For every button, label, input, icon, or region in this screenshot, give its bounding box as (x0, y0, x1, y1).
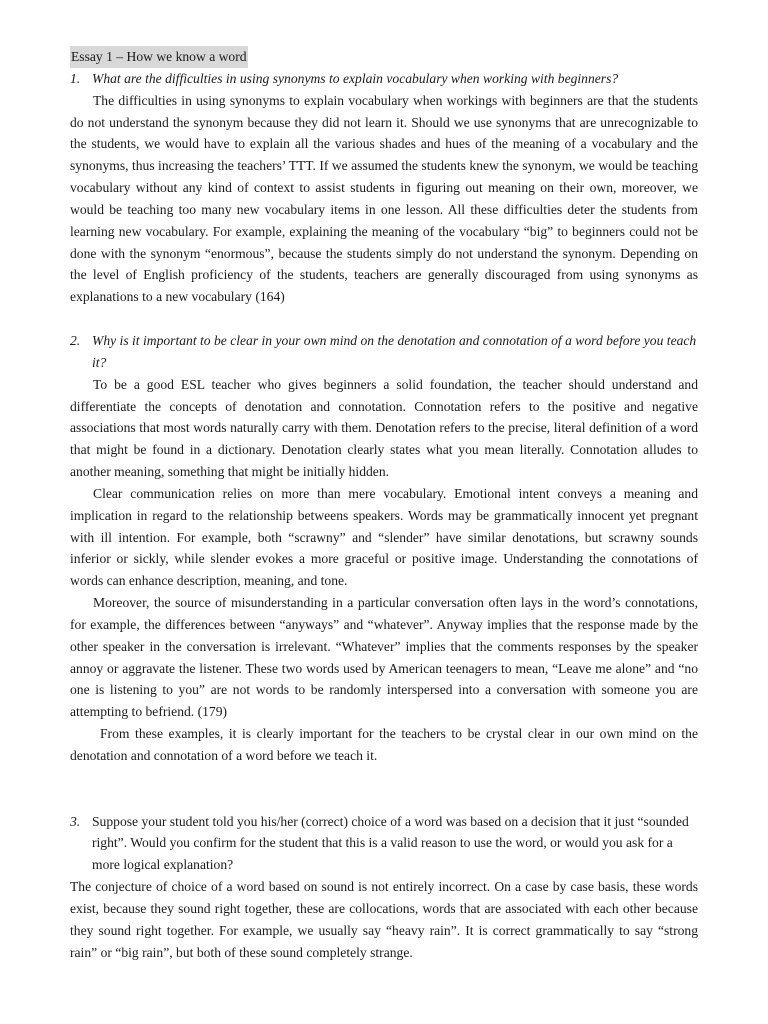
question-2-text: Why is it important to be clear in your own mind on the denotation and connotation of a word before you teach it? (92, 332, 697, 370)
essay-title-line (70, 46, 698, 68)
question-2 (70, 330, 698, 374)
question-1-number: 1. (70, 70, 81, 86)
answer-2-paragraph-1: To be a good ESL teacher who gives beginners a solid foundation, the teacher should understand and differentiate the concepts of denotation and connotation. Connotation refers to the positive and negative associations that most words naturally carry with them. Denotation refers to the precise, literal definition of a word that might be found in a dictionary. Denotation clearly states what you mean literally. Connotation alludes to another meaning, something that might be initially hidden. (70, 376, 698, 480)
spacer (70, 767, 698, 811)
question-2-number: 2. (70, 332, 81, 348)
answer-3-paragraph-1: The conjecture of choice of a word based on sound is not entirely incorrect. On a case by case basis, these words exist, because they sound right together, these are collocations, words that are associated with each other because they sound right together. For example, we usually say “heavy rain”. It is correct grammatically to say “strong rain” or “big rain”, but both of these sound completely strange. (70, 879, 698, 960)
answer-2-paragraph-4: From these examples, it is clearly important for the teachers to be crystal clear in our own mind on the denotation and connotation of a word before we teach it. (70, 726, 698, 763)
question-3-number: 3. (70, 813, 81, 829)
question-1 (70, 68, 698, 90)
document-page (70, 46, 698, 963)
answer-2-paragraph-3: Moreover, the source of misunderstanding in a particular conversation often lays in the word’s connotations, for example, the differences between “anyways” and “whatever”. Anyway implies that the response made by the other speaker in the conversation is irrelevant. “Whatever” implies that the comments responses by the speaker annoy or aggravate the listener. These two words used by American teenagers to mean, “Leave me alone” and “no one is listening to you” are not words to be randomly interspersed into a conversation with someone you are attempting to befriend. (179) (70, 595, 698, 720)
answer-1-paragraph-1: The difficulties in using synonyms to explain vocabulary when workings with beginners are that the students do not understand the synonym because they did not learn it. Should we use synonyms that are unrecognizable to the students, we would have to explain all the various shades and hues of the meaning of a vocabulary and the synonyms, thus increasing the teachers’ TTT. If we assumed the students knew the synonym, we would be teaching vocabulary without any kind of context to assist students in figuring out meaning on their own, moreover, we would be teaching too many new vocabulary items in one lesson. All these difficulties deter the students from learning new vocabulary. For example, explaining the meaning of the vocabulary “big” to beginners could not be done with the synonym “enormous”, because the students simply do not understand the synonym. Depending on the level of English proficiency of the students, teachers are generally discouraged from using synonyms as explanations to a new vocabulary (164) (70, 92, 698, 305)
essay-title: Essay 1 – How we know a word (70, 46, 248, 68)
answer-2-paragraph-2: Clear communication relies on more than mere vocabulary. Emotional intent conveys a meaning and implication in regard to the relationship betweens speakers. Words may be grammatically innocent yet pregnant with ill intention. For example, both “scrawny” and “slender” have similar denotations, but scrawny sounds inferior or sickly, while slender evokes a more graceful or positive image. Understanding the connotations of words can enhance description, meaning, and tone. (70, 485, 698, 589)
question-3-text: Suppose your student told you his/her (correct) choice of a word was based on a decision that it just “sounded right”. Would you confirm for the student that this is a valid reason to use the word, or would you ask for a more logical explanation? (92, 813, 689, 873)
question-3 (70, 811, 698, 877)
question-1-text: What are the difficulties in using synonyms to explain vocabulary when working with beginners? (92, 70, 619, 86)
spacer (70, 308, 698, 330)
